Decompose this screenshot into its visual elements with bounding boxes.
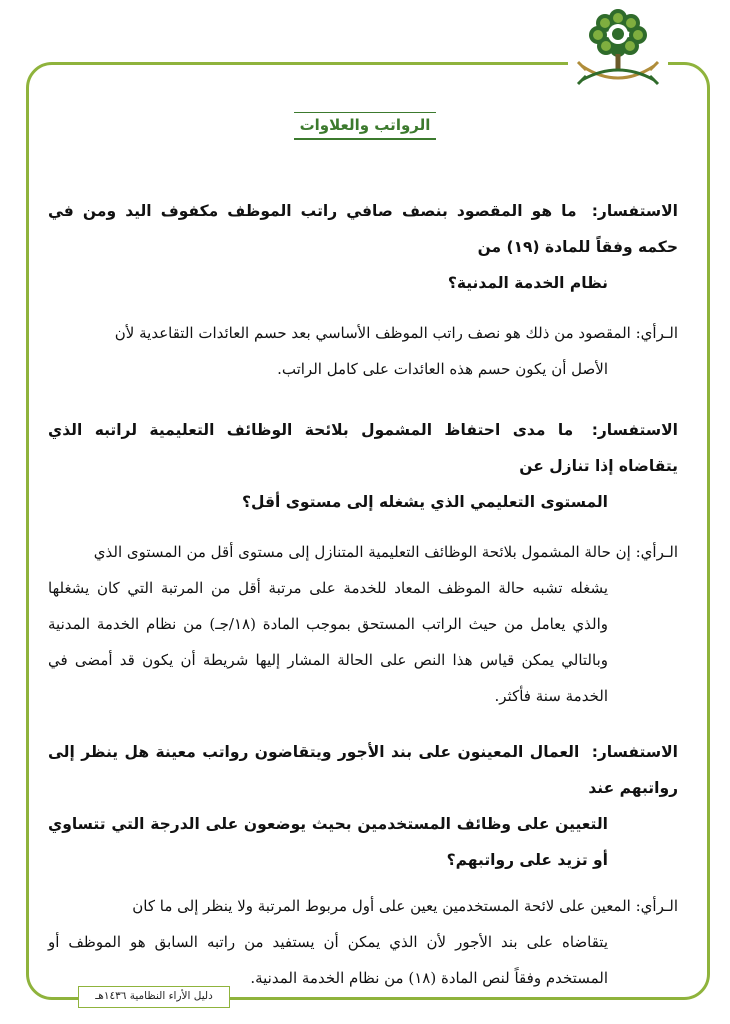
question-text: العمال المعينون على بند الأجور ويتقاضون رواتب معينة هل ينظر إلى رواتبهم عند xyxy=(48,743,678,797)
qa-item xyxy=(48,734,678,996)
question-label: الاستفسار: xyxy=(591,421,678,439)
answer xyxy=(48,315,678,387)
footer-label: دليل الأراء النظامية ١٤٣٦هـ xyxy=(78,986,230,1008)
question-text-continued: نظام الخدمة المدنية؟ xyxy=(447,274,608,292)
question xyxy=(48,734,678,878)
question-label: الاستفسار: xyxy=(591,202,678,220)
question-text: ما مدى احتفاظ المشمول بلائحة الوظائف التعليمية لراتبه الذي يتقاضاه إذا تنازل عن xyxy=(48,421,678,475)
answer-label: الـرأي: xyxy=(635,543,678,561)
answer xyxy=(48,888,678,996)
question-text: ما هو المقصود بنصف صافي راتب الموظف مكفوف اليد ومن في حكمه وفقاً للمادة (١٩) من xyxy=(48,202,678,256)
page-title: الرواتب والعلاوات xyxy=(0,112,730,140)
answer xyxy=(48,534,678,714)
answer-text-continued: يشغله تشبه حالة الموظف المعاد للخدمة على مرتبة أقل من المرتبة التي كان يشغلها والذي يعامل من حيث الراتب المستحق بموجب المادة (١٨/جـ) من نظام الخدمة المدنية وبالتالي يمكن قياس هذا النص على الحالة المشار إليها شريطة أن يكون قد أمضى في الخدمة سنة فأكثر. xyxy=(48,579,608,705)
qa-item xyxy=(48,412,678,714)
question-text-continued: التعيين على وظائف المستخدمين بحيث يوضعون على الدرجة التي تتساوي أو تزيد على رواتبهم؟ xyxy=(48,815,608,869)
answer-text: إن حالة المشمول بلائحة الوظائف التعليمية المتنازل إلى مستوى أقل من المستوى الذي xyxy=(93,543,631,561)
answer-label: الـرأي: xyxy=(635,324,678,342)
qa-item xyxy=(48,193,678,387)
question-label: الاستفسار: xyxy=(591,743,678,761)
question-text-continued: المستوى التعليمي الذي يشغله إلى مستوى أقل؟ xyxy=(242,493,608,511)
answer-label: الـرأي: xyxy=(635,897,678,915)
question xyxy=(48,412,678,520)
answer-text: المعين على لائحة المستخدمين يعين على أول مربوط المرتبة ولا ينظر إلى ما كان xyxy=(132,897,631,915)
question xyxy=(48,193,678,301)
answer-text: المقصود من ذلك هو نصف راتب الموظف الأساسي بعد حسم العائدات التقاعدية لأن xyxy=(114,324,631,342)
answer-text-continued: يتقاضاه على بند الأجور لأن الذي يمكن أن يستفيد من راتبه السابق هو الموظف أو المستخدم وفقاً لنص المادة (١٨) من نظام الخدمة المدنية. xyxy=(48,933,608,987)
palm-swords-emblem-icon xyxy=(568,4,668,96)
answer-text-continued: الأصل أن يكون حسم هذه العائدات على كامل الراتب. xyxy=(277,360,608,378)
